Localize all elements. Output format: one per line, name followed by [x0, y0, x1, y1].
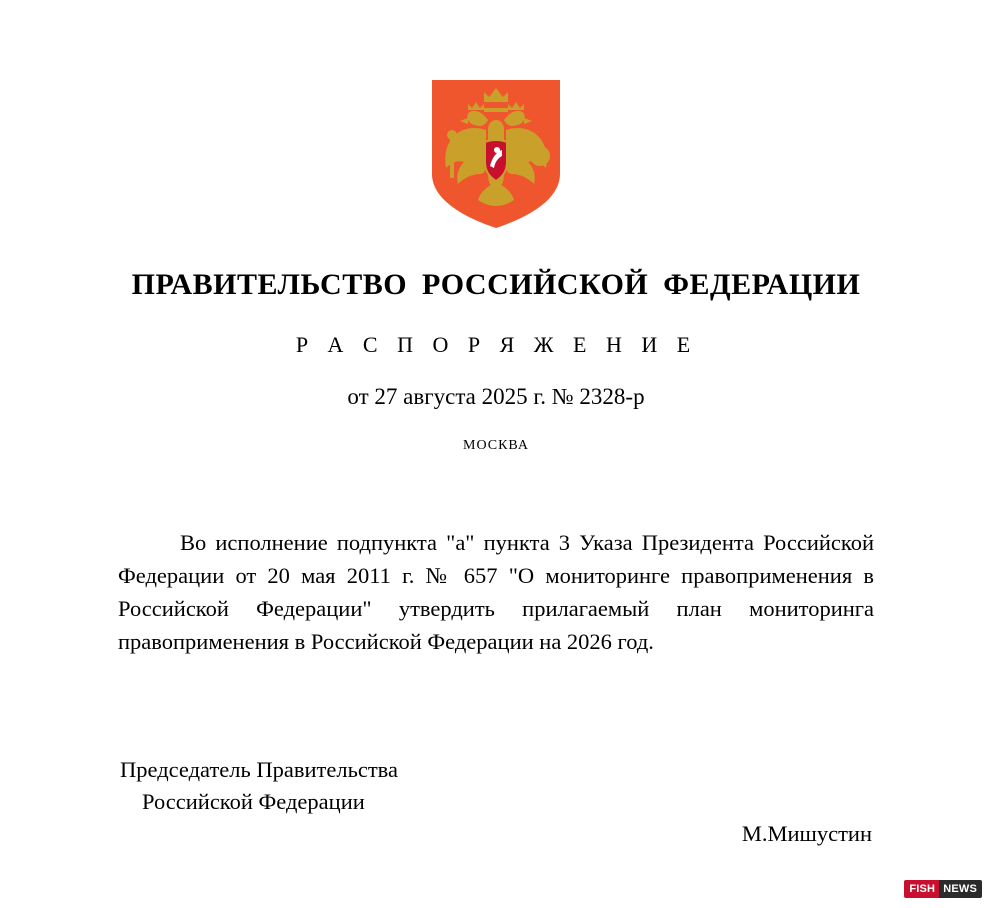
- signatory-role-line2: Российской Федерации: [142, 789, 365, 814]
- emblem-container: [118, 0, 874, 230]
- signatory-name: М.Мишустин: [741, 821, 872, 846]
- watermark-part-fish: FISH: [904, 880, 939, 898]
- document-type: Р А С П О Р Я Ж Е Н И Е: [295, 332, 697, 357]
- document-body: Во исполнение подпункта "а" пункта 3 Указа Президента Российской Федерации от 20 мая 2011 г. № 657 "О мониторинге правоприменения в Российской Федерации" утвердить прилагаемый план мониторинга правоприменения в Российской Федерации на 2026 год.: [118, 530, 874, 654]
- watermark-part-news: NEWS: [939, 880, 982, 898]
- signatory-role-line1: Председатель Правительства: [120, 757, 398, 782]
- government-title: ПРАВИТЕЛЬСТВО РОССИЙСКОЙ ФЕДЕРАЦИИ: [131, 268, 861, 301]
- signature-block: [118, 722, 874, 850]
- document-city: МОСКВА: [463, 438, 529, 453]
- watermark-fishnews: [904, 880, 982, 898]
- signatory-role: [118, 722, 398, 850]
- russian-coat-of-arms-icon: [428, 78, 564, 230]
- document-number: от 27 августа 2025 г. № 2328-р: [347, 384, 645, 409]
